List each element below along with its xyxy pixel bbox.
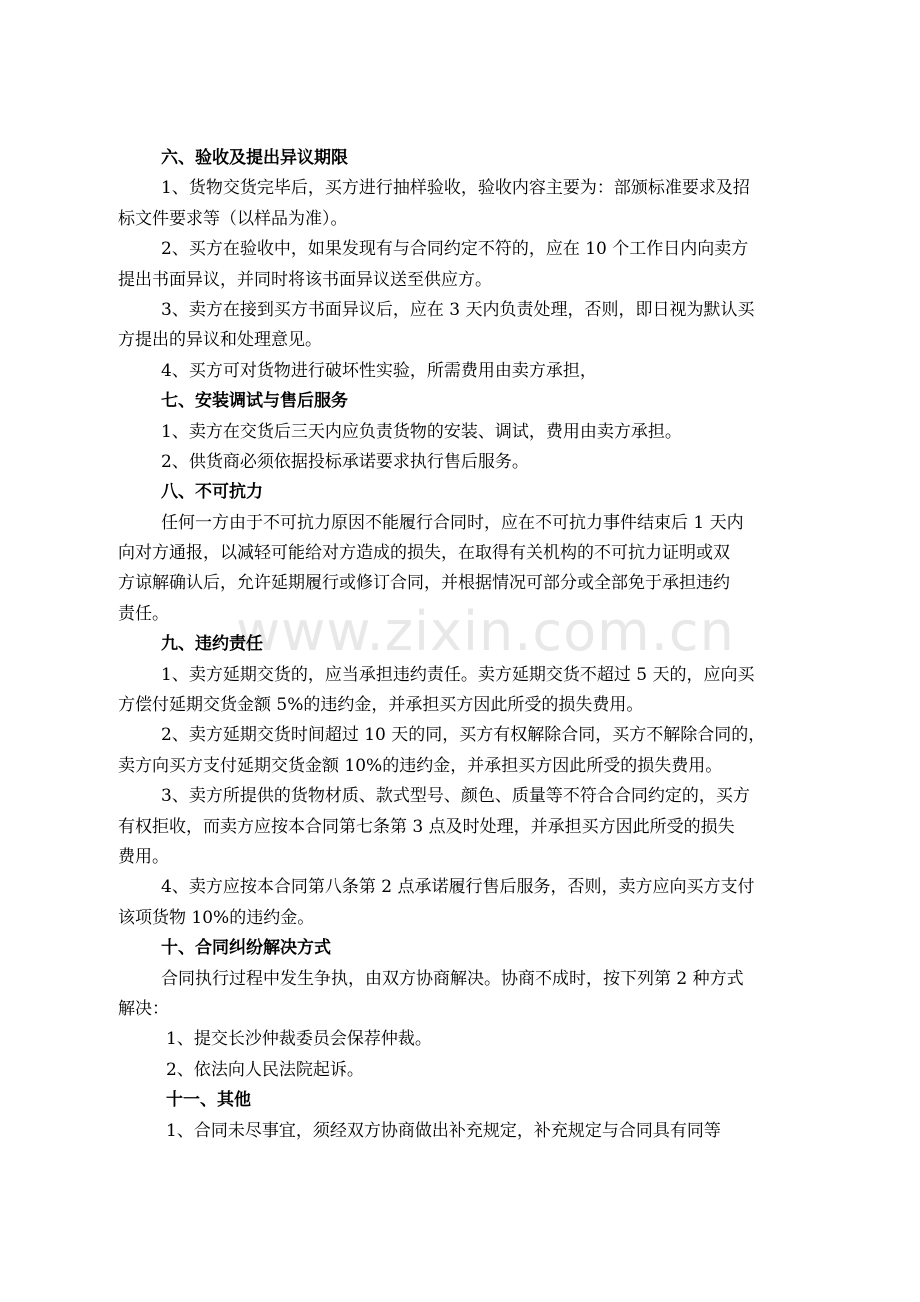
paragraph-line: 2、买方在验收中，如果发现有与合同约定不符的，应在 10 个工作日内向卖方 [161,239,749,260]
section-heading: 七、安装调试与售后服务 [161,391,348,412]
watermark: www.zixin.com.cn [236,600,735,663]
paragraph-line: 任何一方由于不可抗力原因不能履行合同时，应在不可抗力事件结束后 1 天内 [161,512,744,533]
paragraph-line: 3、卖方所提供的货物材质、款式型号、颜色、质量等不符合合同约定的，买方 [161,786,750,807]
paragraph-line: 方偿付延期交货金额 5%的违约金，并承担买方因此所受的损失费用。 [118,695,644,716]
paragraph-line: 1、合同未尽事宜，须经双方协商做出补充规定，补充规定与合同具有同等 [166,1120,721,1141]
paragraph-line: 方谅解确认后，允许延期履行或修订合同，并根据情况可部分或全部免于承担违约 [118,573,730,594]
paragraph-line: 3、卖方在接到买方书面异议后，应在 3 天内负责处理，否则，即日视为默认买 [161,299,755,320]
paragraph-line: 合同执行过程中发生争执，由双方协商解决。协商不成时，按下列第 2 种方式 [161,968,744,989]
paragraph-line: 2、卖方延期交货时间超过 10 天的同，买方有权解除合同，买方不解除合同的， [161,725,766,746]
paragraph-line: 2、供货商必须依据投标承诺要求执行售后服务。 [161,451,529,472]
section-heading: 六、验收及提出异议期限 [161,148,348,168]
section-heading: 十、合同纠纷解决方式 [161,938,331,959]
paragraph-line: 提出书面异议，并同时将该书面异议送至供应方。 [118,269,492,290]
paragraph-line: 1、货物交货完毕后，买方进行抽样验收，验收内容主要为：部颁标准要求及招 [161,178,750,199]
paragraph-line: 向对方通报，以减轻可能给对方造成的损失，在取得有关机构的不可抗力证明或双 [118,543,730,564]
paragraph-line: 4、买方可对货物进行破坏性实验，所需费用由卖方承担， [161,360,597,381]
paragraph-line: 1、提交长沙仲裁委员会保荐仲裁。 [166,1029,432,1050]
paragraph-line: 责任。 [118,603,169,624]
paragraph-line: 4、卖方应按本合同第八条第 2 点承诺履行售后服务，否则，卖方应向买方支付 [161,877,755,898]
paragraph-line: 有权拒收，而卖方应按本合同第七条第 3 点及时处理，并承担买方因此所受的损失 [118,816,735,837]
document-body [118,143,804,1146]
section-heading: 八、不可抗力 [161,482,263,503]
paragraph-line: 该项货物 10%的违约金。 [118,907,315,928]
paragraph-line: 1、卖方延期交货的，应当承担违约责任。卖方延期交货不超过 5 天的，应向买 [161,664,755,685]
paragraph-line: 费用。 [118,846,169,867]
paragraph-line: 解决： [118,998,169,1019]
paragraph-line: 2、依法向人民法院起诉。 [166,1059,364,1080]
paragraph-line: 标文件要求等（以样品为准）。 [118,208,348,229]
paragraph-line: 1、卖方在交货后三天内应负责货物的安装、调试，费用由卖方承担。 [161,421,682,442]
section-heading: 十一、其他 [166,1090,251,1111]
paragraph-line: 方提出的异议和处理意见。 [118,330,322,351]
paragraph-line: 卖方向买方支付延期交货金额 10%的违约金，并承担买方因此所受的损失费用。 [118,755,723,776]
section-heading: 九、违约责任 [161,634,263,655]
